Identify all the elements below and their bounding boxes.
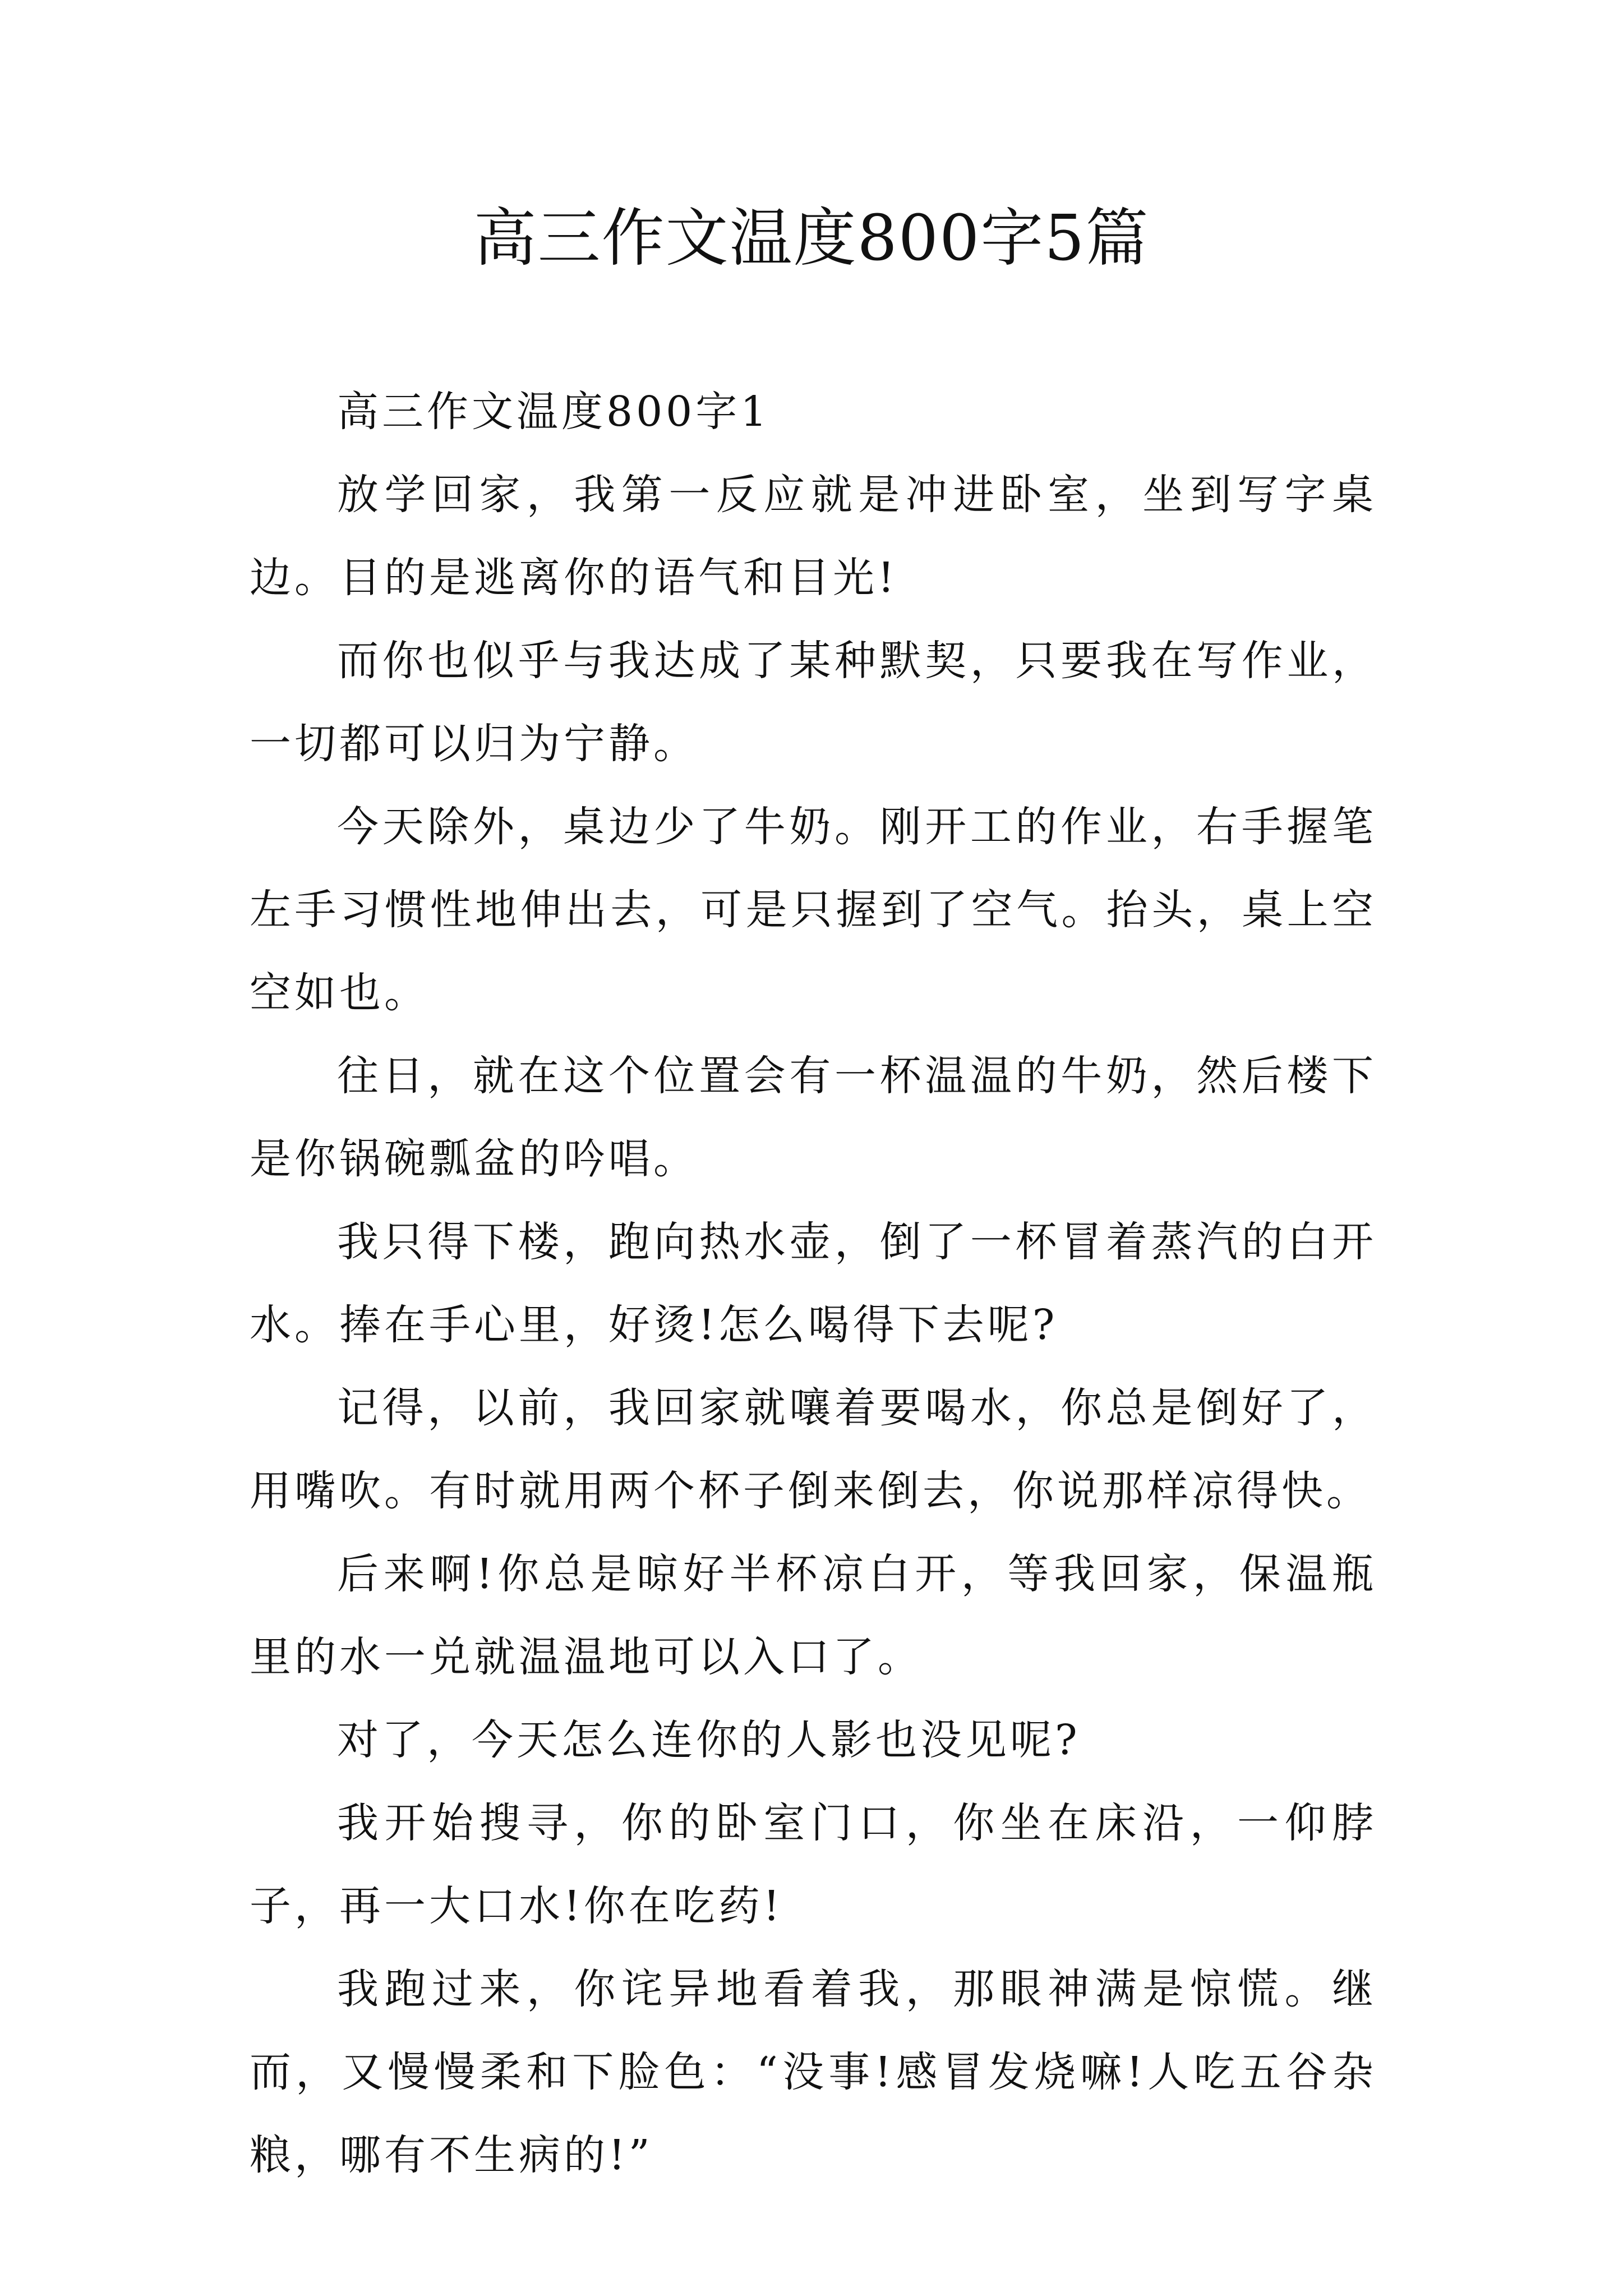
- body-paragraph: 我跑过来，你诧异地看着我，那眼神满是惊慌。继而，又慢慢柔和下脸色：“没事!感冒发烧嘛!人吃五谷杂粮，哪有不生病的!”: [250, 1965, 1377, 2179]
- body-paragraph: 对了，今天怎么连你的人影也没见呢?: [337, 1716, 1081, 1764]
- essay-heading: 高三作文温度800字1: [337, 388, 771, 436]
- body-paragraph: 放学回家，我第一反应就是冲进卧室，坐到写字桌边。目的是逃离你的语气和目光!: [250, 471, 1377, 602]
- document-body: [250, 370, 1377, 2197]
- body-paragraph: 而你也似乎与我达成了某种默契，只要我在写作业，一切都可以归为宁静。: [250, 637, 1377, 768]
- document-title: 高三作文温度800字5篇: [473, 202, 1150, 275]
- body-paragraph: 记得，以前，我回家就嚷着要喝水，你总是倒好了，用嘴吹。有时就用两个杯子倒来倒去，你说那样凉得快。: [250, 1384, 1377, 1515]
- body-paragraph: 我只得下楼，跑向热水壶，倒了一杯冒着蒸汽的白开水。捧在手心里，好烫!怎么喝得下去呢?: [250, 1218, 1377, 1349]
- body-paragraph: 后来啊!你总是晾好半杯凉白开，等我回家，保温瓶里的水一兑就温温地可以入口了。: [250, 1550, 1377, 1681]
- body-paragraph: 我开始搜寻，你的卧室门口，你坐在床沿，一仰脖子，再一大口水!你在吃药!: [250, 1799, 1377, 1930]
- body-paragraph: 往日，就在这个位置会有一杯温温的牛奶，然后楼下是你锅碗瓢盆的吟唱。: [250, 1052, 1377, 1183]
- body-paragraph: 今天除外，桌边少了牛奶。刚开工的作业，右手握笔左手习惯性地伸出去，可是只握到了空气。抬头，桌上空空如也。: [250, 803, 1377, 1017]
